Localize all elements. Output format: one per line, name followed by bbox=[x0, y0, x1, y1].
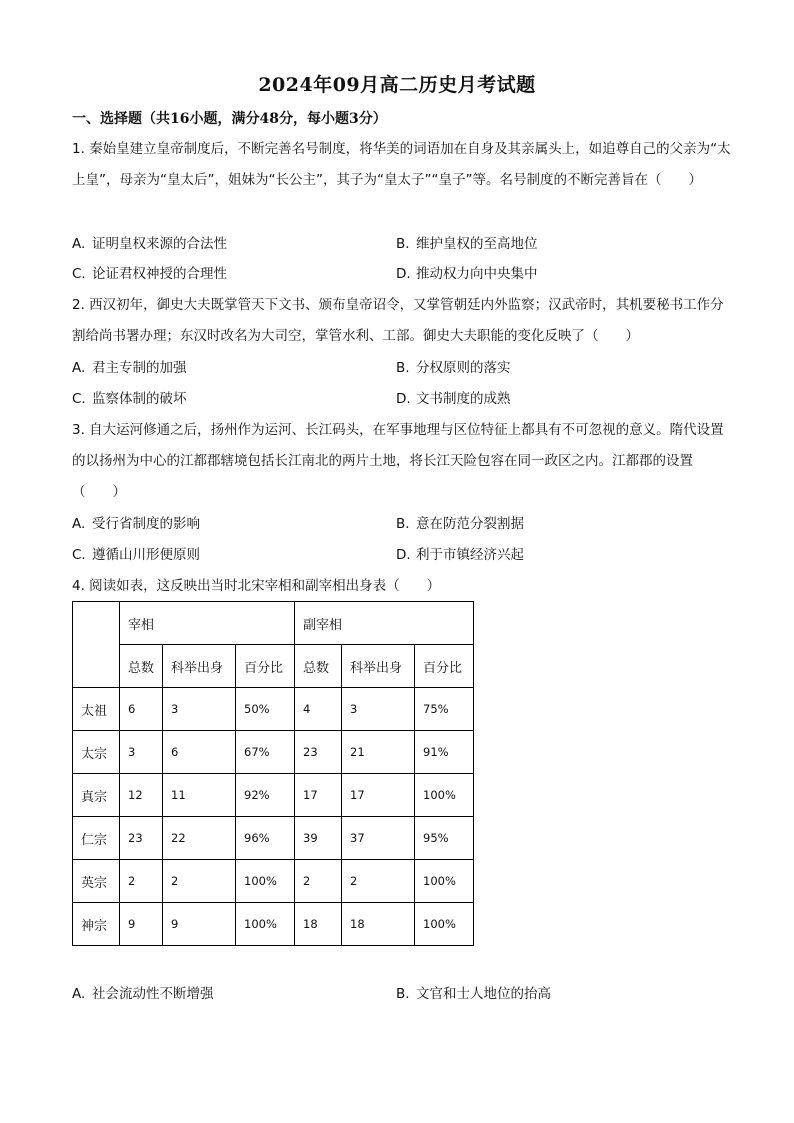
group-header-fuzaixiang: 副宰相 bbox=[295, 602, 474, 645]
option-key: D. bbox=[396, 266, 411, 282]
table-cell: 2 bbox=[163, 860, 236, 903]
option-key: C. bbox=[72, 266, 86, 282]
question-1-stem: 1. 秦始皇建立皇帝制度后，不断完善名号制度，将华美的词语加在自身及其亲属头上，如追尊自己的父亲为“太上皇”，母亲为“皇太后”，姐妹为“长公主”，其子为“皇太子”“皇子”等。名号制度的不断完善旨在（ ） bbox=[72, 141, 731, 188]
question-4-stem: 4. 阅读如表，这反映出当时北宋宰相和副宰相出身表（ ） bbox=[72, 578, 441, 594]
table-corner-cell bbox=[73, 602, 120, 688]
q2-option-d bbox=[396, 389, 511, 409]
q1-option-c bbox=[72, 264, 227, 284]
option-text: 维护皇权的至高地位 bbox=[416, 236, 538, 252]
table-cell: 100% bbox=[415, 860, 474, 903]
subheader-cell: 百分比 bbox=[236, 645, 295, 688]
table-cell: 6 bbox=[163, 731, 236, 774]
table-cell: 12 bbox=[120, 774, 163, 817]
table-cell: 22 bbox=[163, 817, 236, 860]
emperor-cell: 太宗 bbox=[73, 731, 120, 774]
table-row bbox=[73, 860, 474, 903]
option-text: 证明皇权来源的合法性 bbox=[92, 236, 227, 252]
option-text: 论证君权神授的合理性 bbox=[92, 266, 227, 282]
table-row bbox=[73, 817, 474, 860]
option-key: A. bbox=[72, 236, 86, 252]
q3-option-b bbox=[396, 514, 524, 534]
table-cell: 9 bbox=[120, 903, 163, 946]
table-cell: 92% bbox=[236, 774, 295, 817]
table-group-header-row bbox=[73, 602, 474, 645]
option-text: 受行省制度的影响 bbox=[92, 516, 200, 532]
option-key: A. bbox=[72, 986, 86, 1002]
table-row bbox=[73, 688, 474, 731]
table-cell: 2 bbox=[342, 860, 415, 903]
section-heading: 一、选择题（共16小题，满分48分，每小题3分） bbox=[72, 111, 387, 127]
question-2-stem: 2. 西汉初年，御史大夫既掌管天下文书、颁布皇帝诏令，又掌管朝廷内外监察；汉武帝时，其机要秘书工作分割给尚书署办理；东汉时改名为大司空，掌管水利、工部。御史大夫职能的变化反映了（ ） bbox=[72, 297, 724, 344]
option-text: 监察体制的破坏 bbox=[92, 391, 187, 407]
table-cell: 100% bbox=[415, 774, 474, 817]
emperor-cell: 神宗 bbox=[73, 903, 120, 946]
subheader-cell: 总数 bbox=[295, 645, 342, 688]
table-cell: 17 bbox=[342, 774, 415, 817]
table-cell: 67% bbox=[236, 731, 295, 774]
table-cell: 50% bbox=[236, 688, 295, 731]
table-cell: 4 bbox=[295, 688, 342, 731]
table-cell: 37 bbox=[342, 817, 415, 860]
option-key: C. bbox=[72, 547, 86, 563]
option-key: A. bbox=[72, 516, 86, 532]
subheader-cell: 科举出身 bbox=[163, 645, 236, 688]
emperor-cell: 真宗 bbox=[73, 774, 120, 817]
table-cell: 18 bbox=[342, 903, 415, 946]
option-key: B. bbox=[396, 360, 410, 376]
emperor-cell: 仁宗 bbox=[73, 817, 120, 860]
option-text: 利于市镇经济兴起 bbox=[416, 547, 524, 563]
subheader-cell: 总数 bbox=[120, 645, 163, 688]
option-key: B. bbox=[396, 236, 410, 252]
q4-option-b bbox=[396, 984, 551, 1004]
table-cell: 6 bbox=[120, 688, 163, 731]
table-cell: 11 bbox=[163, 774, 236, 817]
page-title: 2024年09月高二历史月考试题 bbox=[258, 74, 536, 96]
table-cell: 100% bbox=[236, 903, 295, 946]
q1-option-d bbox=[396, 264, 538, 284]
option-text: 文书制度的成熟 bbox=[416, 391, 511, 407]
table-cell: 95% bbox=[415, 817, 474, 860]
table-cell: 100% bbox=[236, 860, 295, 903]
q3-option-c bbox=[72, 545, 200, 565]
table-row bbox=[73, 903, 474, 946]
table-cell: 39 bbox=[295, 817, 342, 860]
question-3-stem: 3. 自大运河修通之后，扬州作为运河、长江码头，在军事地理与区位特征上都具有不可忽视的意义。隋代设置的以扬州为中心的江都郡辖境包括长江南北的两片土地，将长江天险包容在同一政区之内。江都郡的设置（ ） bbox=[72, 422, 724, 500]
option-key: B. bbox=[396, 986, 410, 1002]
table-cell: 91% bbox=[415, 731, 474, 774]
subheader-cell: 百分比 bbox=[415, 645, 474, 688]
q2-option-b bbox=[396, 358, 511, 378]
option-text: 意在防范分裂割据 bbox=[416, 516, 524, 532]
table-cell: 18 bbox=[295, 903, 342, 946]
table-row bbox=[73, 731, 474, 774]
table-cell: 3 bbox=[120, 731, 163, 774]
option-key: B. bbox=[396, 516, 410, 532]
table-cell: 3 bbox=[342, 688, 415, 731]
q3-option-a bbox=[72, 514, 200, 534]
q1-option-b bbox=[396, 234, 538, 254]
option-key: A. bbox=[72, 360, 86, 376]
q2-option-a bbox=[72, 358, 187, 378]
q2-option-c bbox=[72, 389, 187, 409]
option-text: 遵循山川形便原则 bbox=[92, 547, 200, 563]
table-cell: 23 bbox=[295, 731, 342, 774]
table-cell: 23 bbox=[120, 817, 163, 860]
table-cell: 21 bbox=[342, 731, 415, 774]
table-cell: 2 bbox=[120, 860, 163, 903]
table-cell: 96% bbox=[236, 817, 295, 860]
table-cell: 2 bbox=[295, 860, 342, 903]
group-header-zaixiang: 宰相 bbox=[120, 602, 295, 645]
table-cell: 100% bbox=[415, 903, 474, 946]
option-text: 君主专制的加强 bbox=[92, 360, 187, 376]
q3-option-d bbox=[396, 545, 524, 565]
option-text: 文官和士人地位的抬高 bbox=[416, 986, 551, 1002]
emperor-cell: 英宗 bbox=[73, 860, 120, 903]
q1-option-a bbox=[72, 234, 227, 254]
emperor-cell: 太祖 bbox=[73, 688, 120, 731]
option-text: 社会流动性不断增强 bbox=[92, 986, 214, 1002]
table-row bbox=[73, 774, 474, 817]
option-key: D. bbox=[396, 547, 411, 563]
option-text: 分权原则的落实 bbox=[416, 360, 511, 376]
table-cell: 17 bbox=[295, 774, 342, 817]
prime-minister-table bbox=[72, 601, 474, 946]
table-cell: 75% bbox=[415, 688, 474, 731]
option-key: D. bbox=[396, 391, 411, 407]
option-text: 推动权力向中央集中 bbox=[416, 266, 538, 282]
q4-option-a bbox=[72, 984, 214, 1004]
table-cell: 9 bbox=[163, 903, 236, 946]
subheader-cell: 科举出身 bbox=[342, 645, 415, 688]
option-key: C. bbox=[72, 391, 86, 407]
table-subheader-row bbox=[73, 645, 474, 688]
table-cell: 3 bbox=[163, 688, 236, 731]
